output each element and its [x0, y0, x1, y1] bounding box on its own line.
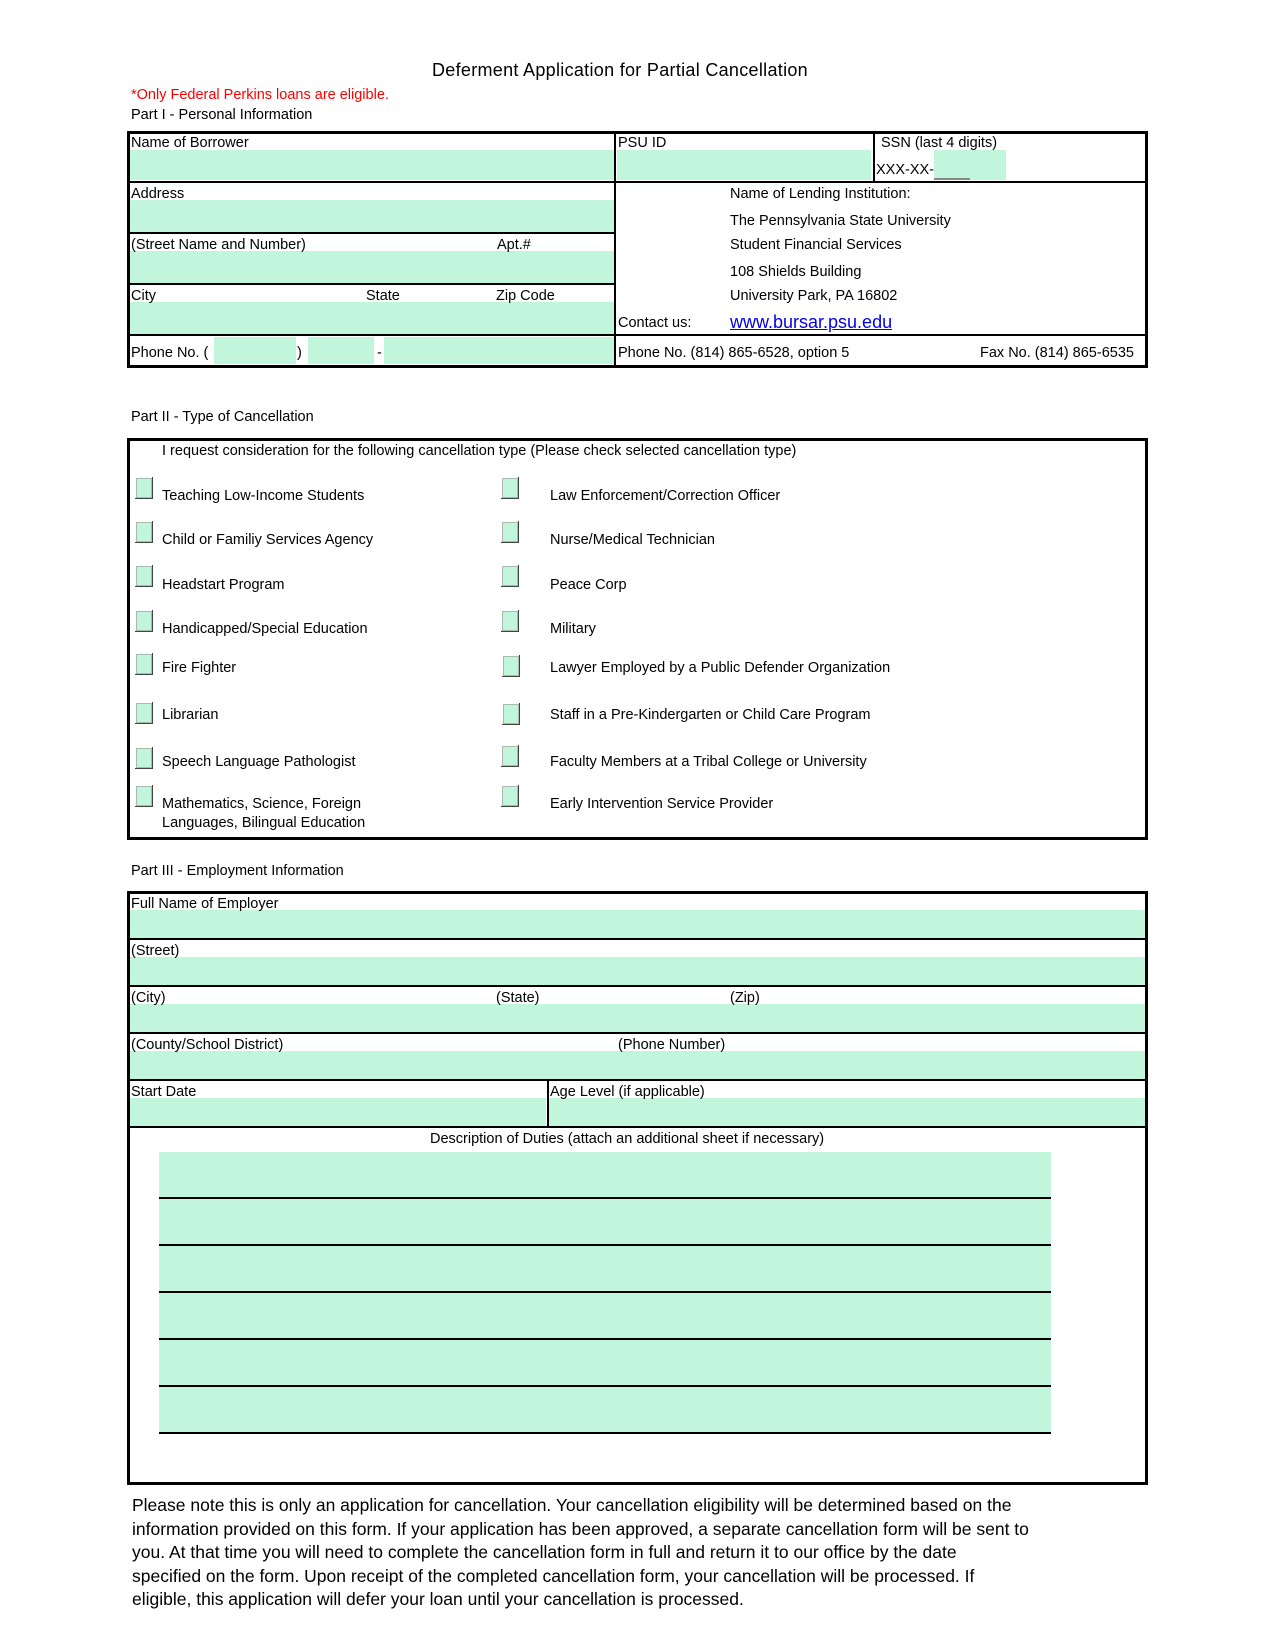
- eligibility-note: *Only Federal Perkins loans are eligible.: [131, 87, 389, 103]
- phone-close-paren: ): [297, 345, 302, 361]
- duties-label: Description of Duties (attach an additional sheet if necessary): [430, 1131, 825, 1147]
- checkbox-speech-pathologist[interactable]: [136, 748, 152, 768]
- employer-zip-label: (Zip): [730, 990, 760, 1006]
- lender-phone: Phone No. (814) 865-6528, option 5: [618, 345, 850, 361]
- option-law-enforcement: Law Enforcement/Correction Officer: [550, 488, 781, 504]
- divider: [873, 133, 875, 182]
- street-label: (Street Name and Number): [131, 237, 306, 253]
- option-public-defender: Lawyer Employed by a Public Defender Organization: [550, 660, 891, 676]
- checkbox-military[interactable]: [502, 611, 518, 631]
- option-pre-kindergarten: Staff in a Pre-Kindergarten or Child Care Program: [550, 707, 871, 723]
- option-headstart: Headstart Program: [162, 577, 285, 593]
- option-nurse-medical: Nurse/Medical Technician: [550, 532, 715, 548]
- address-label: Address: [131, 186, 185, 202]
- part3-heading: Part III - Employment Information: [131, 863, 344, 879]
- divider: [129, 181, 1146, 183]
- lender-name: The Pennsylvania State University: [730, 213, 951, 229]
- divider: [129, 1079, 1146, 1081]
- option-early-intervention: Early Intervention Service Provider: [550, 796, 774, 812]
- part2-heading: Part II - Type of Cancellation: [131, 409, 314, 425]
- lender-heading: Name of Lending Institution:: [730, 186, 911, 202]
- divider: [129, 938, 1146, 940]
- lender-fax: Fax No. (814) 865-6535: [980, 345, 1134, 361]
- phone-label: Phone No. (: [131, 345, 209, 361]
- employer-phone-label: (Phone Number): [618, 1037, 726, 1053]
- option-librarian: Librarian: [162, 707, 219, 723]
- divider: [129, 334, 1146, 336]
- divider: [547, 1080, 549, 1127]
- note-line: eligible, this application will defer your loan until your cancellation is processed.: [132, 1589, 744, 1609]
- employer-city-label: (City): [131, 990, 166, 1006]
- ssn-underline: [934, 178, 970, 180]
- page-title: Deferment Application for Partial Cancellation: [432, 60, 808, 80]
- cancellation-instruction: I request consideration for the following cancellation type (Please check selected cancellation type): [162, 443, 797, 459]
- checkbox-teaching-low-income[interactable]: [136, 478, 152, 498]
- duties-rule: [159, 1385, 1051, 1387]
- option-peace-corp: Peace Corp: [550, 577, 627, 593]
- divider: [614, 133, 616, 366]
- option-military: Military: [550, 621, 596, 637]
- part1-heading: Part I - Personal Information: [131, 107, 313, 123]
- checkbox-public-defender[interactable]: [503, 656, 519, 676]
- note-line: specified on the form. Upon receipt of the completed cancellation form, your cancellation will be processed. If: [132, 1565, 975, 1586]
- lender-city: University Park, PA 16802: [730, 288, 898, 304]
- option-special-education: Handicapped/Special Education: [162, 621, 368, 637]
- option-fire-fighter: Fire Fighter: [162, 660, 237, 676]
- divider: [129, 1126, 1146, 1128]
- option-math-science-line1: Mathematics, Science, Foreign: [162, 796, 362, 812]
- psu-id-label: PSU ID: [618, 135, 667, 151]
- checkbox-math-science-languages[interactable]: [136, 786, 152, 806]
- lender-building: 108 Shields Building: [730, 264, 862, 280]
- note-line: you. At that time you will need to complete the cancellation form in full and return it to our office by the date: [132, 1542, 957, 1562]
- checkbox-pre-kindergarten[interactable]: [503, 704, 519, 724]
- duties-rule: [159, 1197, 1051, 1199]
- checkbox-early-intervention[interactable]: [502, 786, 518, 806]
- checkbox-tribal-college[interactable]: [502, 746, 518, 766]
- checkbox-nurse-medical[interactable]: [502, 522, 518, 542]
- application-note: [132, 1494, 1132, 1612]
- checkbox-special-education[interactable]: [136, 611, 152, 631]
- employment-info-border: [127, 891, 1148, 1485]
- checkbox-peace-corp[interactable]: [502, 566, 518, 586]
- duties-rule: [159, 1291, 1051, 1293]
- option-tribal-college: Faculty Members at a Tribal College or University: [550, 754, 867, 770]
- divider: [129, 232, 615, 234]
- age-level-label: Age Level (if applicable): [550, 1084, 705, 1100]
- state-label: State: [366, 288, 400, 304]
- bursar-link[interactable]: www.bursar.psu.edu: [730, 312, 893, 332]
- option-speech-pathologist: Speech Language Pathologist: [162, 754, 356, 770]
- divider: [129, 283, 615, 285]
- option-child-family-services: Child or Familiy Services Agency: [162, 532, 374, 548]
- checkbox-law-enforcement[interactable]: [502, 478, 518, 498]
- divider: [129, 1032, 1146, 1034]
- duties-rule: [159, 1244, 1051, 1246]
- ssn-label: SSN (last 4 digits): [881, 135, 998, 151]
- lender-department: Student Financial Services: [730, 237, 902, 253]
- apt-label: Apt.#: [497, 237, 531, 253]
- contact-label: Contact us:: [618, 315, 692, 331]
- checkbox-librarian[interactable]: [136, 703, 152, 723]
- duties-rule: [159, 1338, 1051, 1340]
- county-label: (County/School District): [131, 1037, 284, 1053]
- city-label: City: [131, 288, 156, 304]
- employer-street-label: (Street): [131, 943, 180, 959]
- checkbox-child-family-services[interactable]: [136, 522, 152, 542]
- divider: [129, 985, 1146, 987]
- start-date-label: Start Date: [131, 1084, 197, 1100]
- employer-state-label: (State): [496, 990, 540, 1006]
- phone-dash: -: [377, 345, 382, 361]
- note-line: information provided on this form. If your application has been approved, a separate cancellation form will be sent to: [132, 1518, 1029, 1539]
- checkbox-headstart[interactable]: [136, 566, 152, 586]
- option-teaching-low-income: Teaching Low-Income Students: [162, 488, 365, 504]
- borrower-name-label: Name of Borrower: [131, 135, 249, 151]
- checkbox-fire-fighter[interactable]: [136, 654, 152, 674]
- note-line: Please note this is only an application for cancellation. Your cancellation eligibility will be determined based on the: [132, 1495, 1012, 1515]
- ssn-prefix: XXX-XX-: [876, 162, 935, 178]
- zip-label: Zip Code: [496, 288, 555, 304]
- option-math-science-line2: Languages, Bilingual Education: [162, 815, 366, 831]
- employer-name-label: Full Name of Employer: [131, 896, 279, 912]
- duties-rule: [159, 1432, 1051, 1434]
